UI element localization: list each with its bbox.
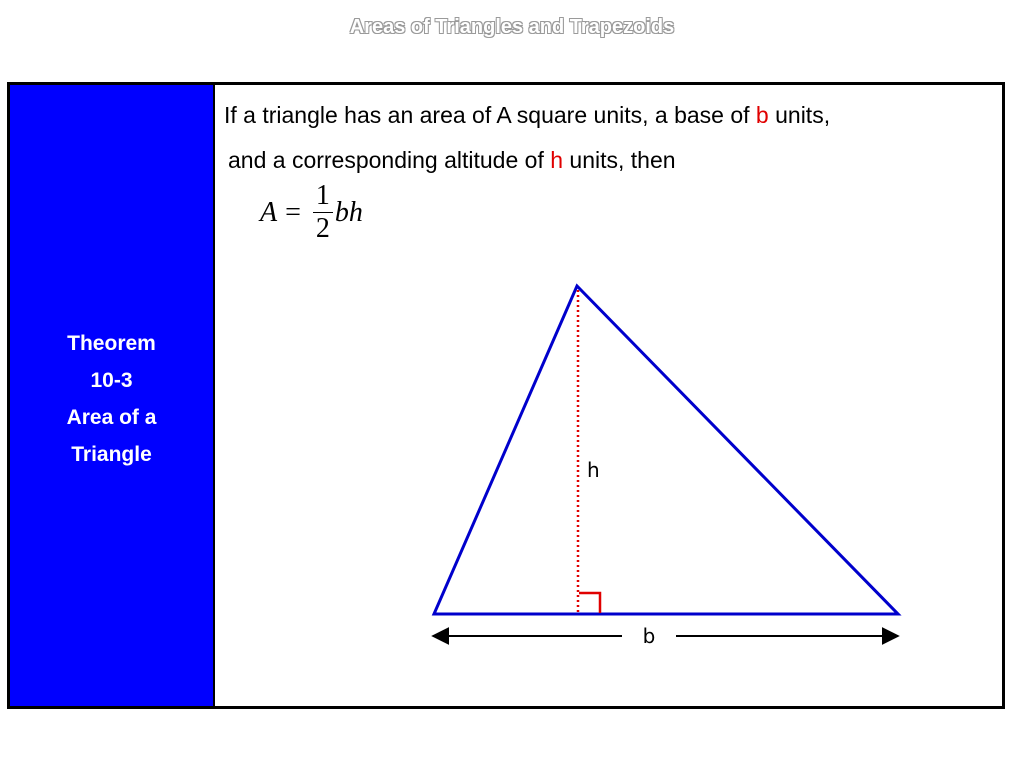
triangle-shape <box>434 286 898 614</box>
formula-rhs: bh <box>334 196 363 228</box>
statement-line-2-end: units, then <box>563 147 676 173</box>
statement-line-1-end: units, <box>768 102 831 128</box>
statement-line-2-start: and a corresponding altitude of <box>228 147 551 173</box>
theorem-line-4: Triangle <box>71 442 152 466</box>
theorem-line-1: Theorem <box>67 331 156 355</box>
theorem-line-2: 10-3 <box>90 368 133 392</box>
height-label: h <box>587 458 600 482</box>
slide-title: Areas of Triangles and Trapezoids <box>349 16 675 38</box>
base-variable: b <box>755 102 769 128</box>
formula-denominator: 2 <box>315 213 330 244</box>
base-label: b <box>642 624 656 648</box>
formula-lhs: A <box>260 196 278 228</box>
formula-numerator: 1 <box>313 180 333 213</box>
statement-line-1-start: If a triangle has an area of A square units, a base of <box>224 102 756 128</box>
height-variable: h <box>550 147 564 173</box>
formula-equals: = <box>285 196 301 228</box>
right-angle-marker <box>579 593 600 613</box>
theorem-line-3: Area of a <box>66 405 157 429</box>
